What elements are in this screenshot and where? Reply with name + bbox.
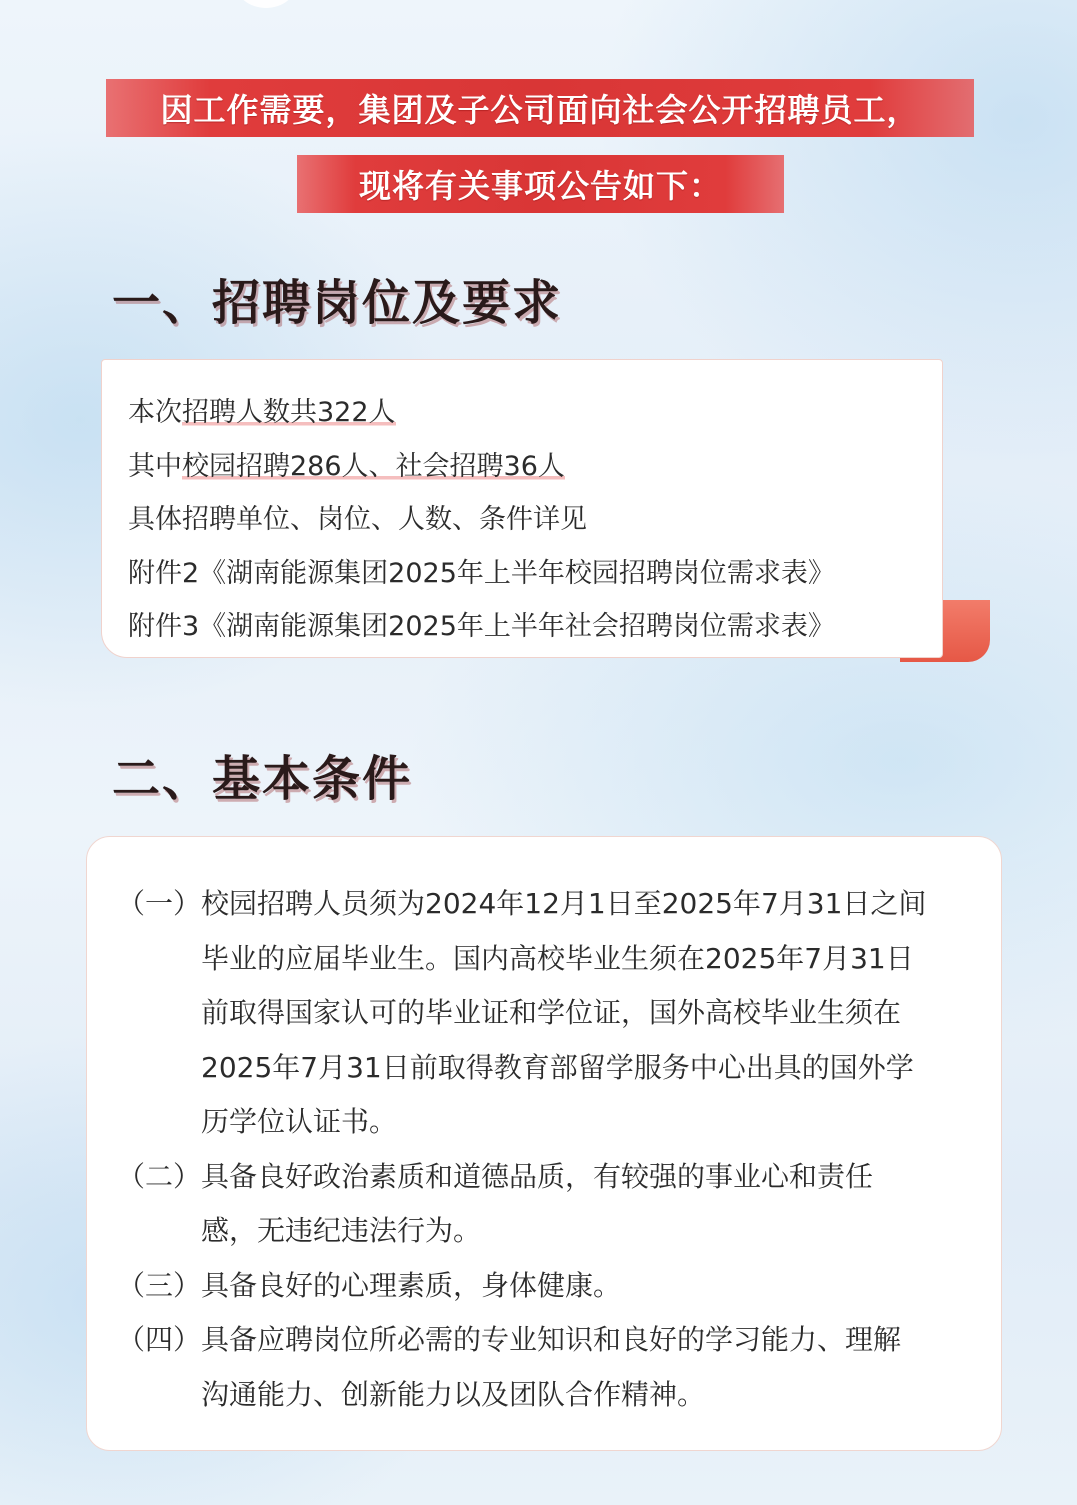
- decorative-top-shape: [236, 0, 296, 8]
- intro-text-1: 因工作需要，集团及子公司面向社会公开招聘员工，: [160, 91, 920, 129]
- attachment-2-line: 附件2《湖南能源集团2025年上半年校园招聘岗位需求表》: [128, 557, 835, 589]
- recruitment-summary-card: [101, 359, 943, 658]
- condition-item: [117, 1150, 1001, 1259]
- condition-number: （一）: [117, 887, 202, 920]
- attachment-3-line: 附件3《湖南能源集团2025年上半年社会招聘岗位需求表》: [128, 611, 835, 642]
- basic-conditions-card: [86, 836, 1002, 1451]
- condition-item: [117, 877, 1001, 1150]
- condition-number: （二）: [117, 1159, 202, 1193]
- summary-line-details: 具体招聘单位、岗位、人数、条件详见: [128, 504, 587, 535]
- section-2-title: 二、基本条件: [112, 751, 413, 807]
- condition-number: （四）: [117, 1323, 202, 1356]
- condition-item: [117, 1259, 1001, 1314]
- highlight-breakdown: 校园招聘286人、社会招聘36人: [182, 450, 565, 482]
- condition-text: 校园招聘人员须为2024年12月1日至2025年7月31日之间 毕业的应届毕业生。国内高校毕业生须在2025年7月31日 前取得国家认可的毕业证和学位证，国外高校毕业生须在 2025年7月31日前取得教育部留学服务中心出具的国外学 历学位认证书。: [201, 887, 927, 1138]
- condition-text: 具备应聘岗位所必需的专业知识和良好的学习能力、理解 沟通能力、创新能力以及团队合作精神。: [201, 1323, 902, 1411]
- condition-text: 具备良好政治素质和道德品质，有较强的事业心和责任 感，无违纪违法行为。: [201, 1159, 874, 1247]
- intro-banner-line-2: [297, 155, 784, 213]
- condition-item: [117, 1313, 1001, 1422]
- intro-text-2: 现将有关事项公告如下：: [358, 167, 722, 205]
- summary-line-total: 本次招聘人数共322人: [128, 397, 396, 428]
- condition-number: （三）: [117, 1268, 202, 1302]
- condition-text: 具备良好的心理素质，身体健康。: [201, 1268, 622, 1302]
- highlight-total: 招聘人数共322人: [182, 397, 396, 428]
- section-1-title: 一、招聘岗位及要求: [112, 275, 563, 331]
- intro-banner-line-1: [106, 79, 974, 137]
- summary-line-breakdown: 其中校园招聘286人、社会招聘36人: [128, 450, 565, 482]
